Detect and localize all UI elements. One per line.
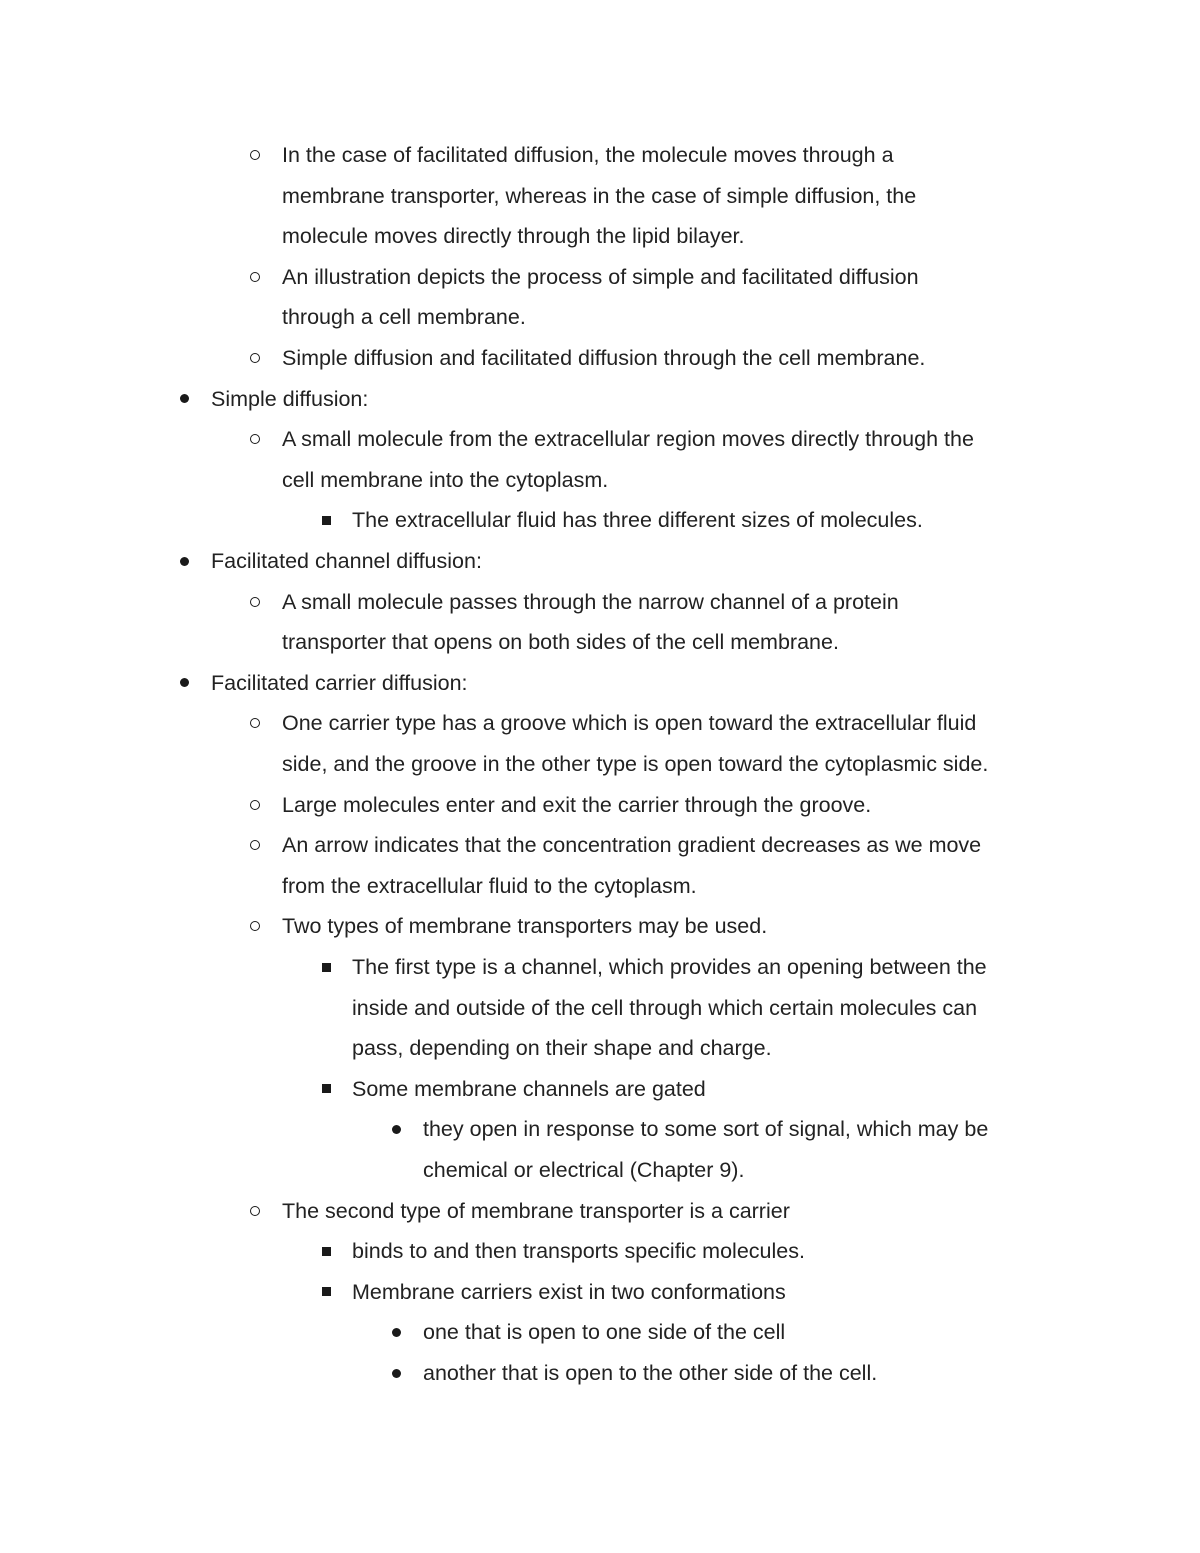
list-item-text: cell membrane into the cytoplasm. xyxy=(282,467,609,492)
filled-square-bullet-icon xyxy=(316,1272,336,1312)
filled-square-bullet-icon xyxy=(316,500,336,540)
list-item-text: Facilitated channel diffusion: xyxy=(211,549,482,573)
list-item-text: An illustration depicts the process of simple and facilitated diffusion xyxy=(282,264,919,289)
hollow-circle-bullet-icon xyxy=(245,825,265,865)
hollow-circle-bullet-icon xyxy=(245,582,265,622)
list-item-text: molecule moves directly through the lipid bilayer. xyxy=(282,224,745,249)
hollow-circle-bullet-icon xyxy=(245,419,265,459)
filled-square-bullet-icon xyxy=(316,947,336,987)
list-item-text: The extracellular fluid has three different sizes of molecules. xyxy=(352,508,923,533)
hollow-circle-bullet-icon xyxy=(245,785,265,825)
list-item-text: Facilitated carrier diffusion: xyxy=(211,670,468,695)
list-item-text: Large molecules enter and exit the carrier through the groove. xyxy=(282,792,872,817)
list-item-text: Membrane carriers exist in two conformations xyxy=(352,1279,786,1304)
filled-circle-bullet-icon xyxy=(386,1312,406,1352)
list-item-text: An arrow indicates that the concentration gradient decreases as we move xyxy=(282,833,982,858)
list-item-text: one that is open to one side of the cell xyxy=(423,1320,786,1345)
list-item-text: Simple diffusion and facilitated diffusion through the cell membrane. xyxy=(282,346,926,370)
filled-circle-bullet-icon xyxy=(386,1353,406,1393)
filled-circle-bullet-icon xyxy=(174,663,194,703)
filled-circle-bullet-icon xyxy=(174,379,194,419)
list-item-text: chemical or electrical (Chapter 9). xyxy=(423,1158,745,1182)
list-item-text: membrane transporter, whereas in the case of simple diffusion, the xyxy=(282,183,917,208)
hollow-circle-bullet-icon xyxy=(245,257,265,297)
filled-circle-bullet-icon xyxy=(174,541,194,581)
list-item-text: another that is open to the other side of the cell. xyxy=(423,1361,878,1385)
list-item-text: The first type is a channel, which provides an opening between the xyxy=(352,955,987,979)
list-item-text: binds to and then transports specific molecules. xyxy=(352,1239,805,1264)
list-item-text: In the case of facilitated diffusion, the molecule moves through a xyxy=(282,143,894,167)
list-item-text: A small molecule from the extracellular region moves directly through the xyxy=(282,427,974,452)
hollow-circle-bullet-icon xyxy=(245,906,265,946)
filled-square-bullet-icon xyxy=(316,1069,336,1109)
list-item-text: Two types of membrane transporters may be used. xyxy=(282,914,768,939)
filled-circle-bullet-icon xyxy=(386,1109,406,1149)
list-item-text: inside and outside of the cell through which certain molecules can xyxy=(352,995,978,1020)
filled-square-bullet-icon xyxy=(316,1231,336,1271)
list-item-text: Simple diffusion: xyxy=(211,386,369,411)
list-item-text: The second type of membrane transporter is a carrier xyxy=(282,1198,790,1223)
list-item-text: Some membrane channels are gated xyxy=(352,1076,706,1101)
list-item-text: from the extracellular fluid to the cytoplasm. xyxy=(282,873,697,898)
list-item-text: through a cell membrane. xyxy=(282,305,526,330)
list-item-text: they open in response to some sort of signal, which may be xyxy=(423,1117,989,1142)
list-item-text: transporter that opens on both sides of the cell membrane. xyxy=(282,630,839,655)
hollow-circle-bullet-icon xyxy=(245,135,265,175)
list-item-text: side, and the groove in the other type is open toward the cytoplasmic side. xyxy=(282,752,989,776)
hollow-circle-bullet-icon xyxy=(245,1191,265,1231)
hollow-circle-bullet-icon xyxy=(245,338,265,378)
list-item-text: A small molecule passes through the narrow channel of a protein xyxy=(282,589,899,614)
list-item-text: One carrier type has a groove which is open toward the extracellular fluid xyxy=(282,711,977,736)
hollow-circle-bullet-icon xyxy=(245,703,265,743)
list-item-text: pass, depending on their shape and charge. xyxy=(352,1036,772,1061)
